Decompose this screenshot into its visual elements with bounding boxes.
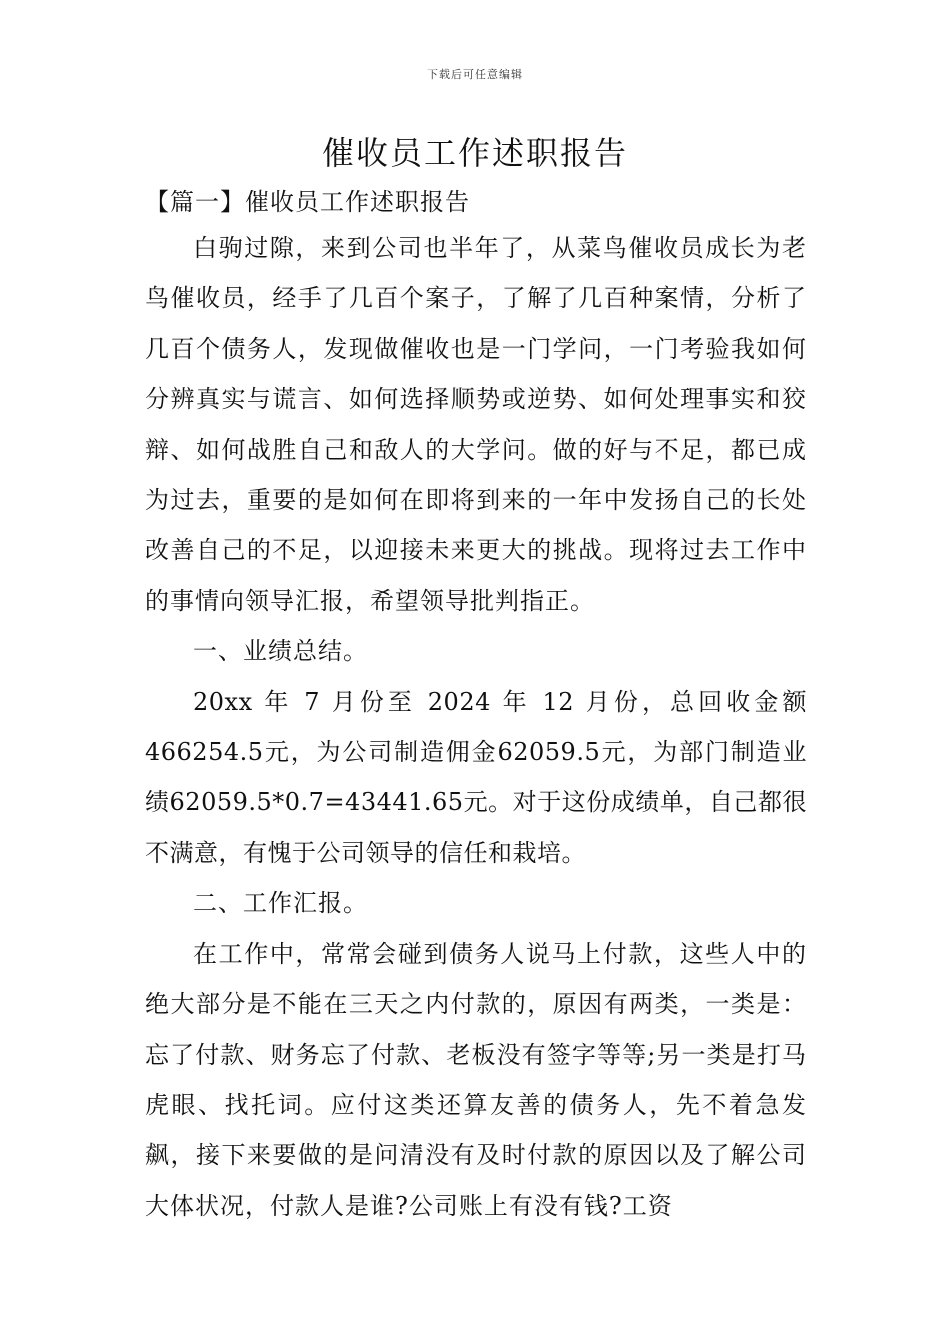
header-note: 下载后可任意编辑 xyxy=(427,68,523,81)
paragraph-performance: 20xx 年 7 月份至 2024 年 12 月份，总回收金额466254.5元，为公司制造佣金62059.5元，为部门制造业绩62059.5*0.7=43441.65元。对于这份成绩单，自己都很不满意，有愧于公司领导的信任和栽培。 xyxy=(145,687,807,867)
paragraph-heading-work-report: 二、工作汇报。 xyxy=(193,889,368,918)
paragraph-intro: 白驹过隙，来到公司也半年了，从菜鸟催收员成长为老鸟催收员，经手了几百个案子，了解了几百种案情，分析了几百个债务人，发现做催收也是一门学问，一门考验我如何分辨真实与谎言、如何选择顺势或逆势、如何处理事实和狡辩、如何战胜自己和敌人的大学问。做的好与不足，都已成为过去，重要的是如何在即将到来的一年中发扬自己的长处改善自己的不足，以迎接未来更大的挑战。现将过去工作中的事情向领导汇报，希望领导批判指正。 xyxy=(145,234,807,615)
document-body xyxy=(145,223,807,1231)
paragraph-work-report: 在工作中，常常会碰到债务人说马上付款，这些人中的绝大部分是不能在三天之内付款的，原因有两类，一类是：忘了付款、财务忘了付款、老板没有签字等等;另一类是打马虎眼、找托词。应付这类还算友善的债务人，先不着急发飙，接下来要做的是问清没有及时付款的原因以及了解公司大体状况，付款人是谁?公司账上有没有钱?工资 xyxy=(145,939,807,1220)
section-heading: 【篇一】催收员工作述职报告 xyxy=(145,188,470,216)
paragraph-heading-performance: 一、业绩总结。 xyxy=(193,637,368,666)
document-title: 催收员工作述职报告 xyxy=(321,134,628,172)
